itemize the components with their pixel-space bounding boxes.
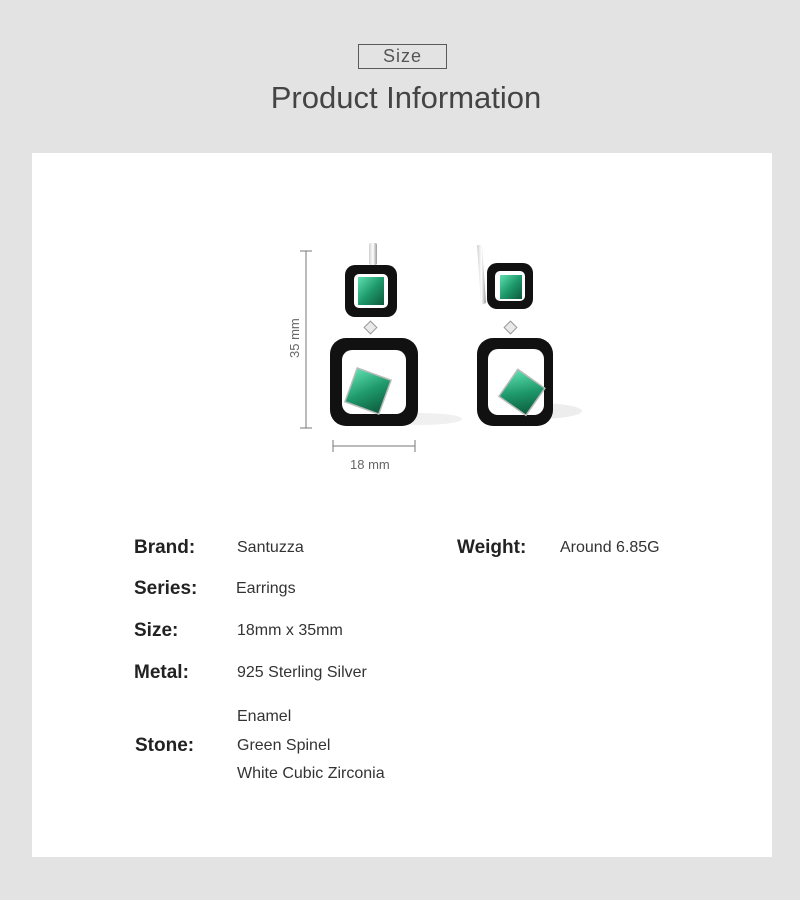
size-value: 18mm x 35mm [237,622,343,639]
brand-value: Santuzza [237,539,304,556]
series-label: Series: [134,578,198,599]
metal-value: 925 Sterling Silver [237,664,367,681]
stone-value-3: White Cubic Zirconia [237,765,385,782]
width-dimension-label: 18 mm [350,457,390,472]
height-dimension-label: 35 mm [287,318,302,358]
product-card [32,153,772,857]
brand-label: Brand: [134,537,196,558]
width-dimension-line [333,440,415,452]
size-label: Size: [134,620,179,641]
stone-label: Stone: [135,735,195,756]
stone-value-2: Green Spinel [237,737,331,754]
right-earring [477,245,553,426]
size-tag: Size [358,44,447,69]
weight-label: Weight: [457,537,527,558]
metal-label: Metal: [134,662,189,683]
left-earring [330,243,418,426]
earrings-image [272,243,592,483]
weight-value: Around 6.85G [560,539,660,556]
page-title: Product Information [270,80,542,115]
stone-value-1: Enamel [237,708,292,725]
series-value: Earrings [236,580,296,597]
